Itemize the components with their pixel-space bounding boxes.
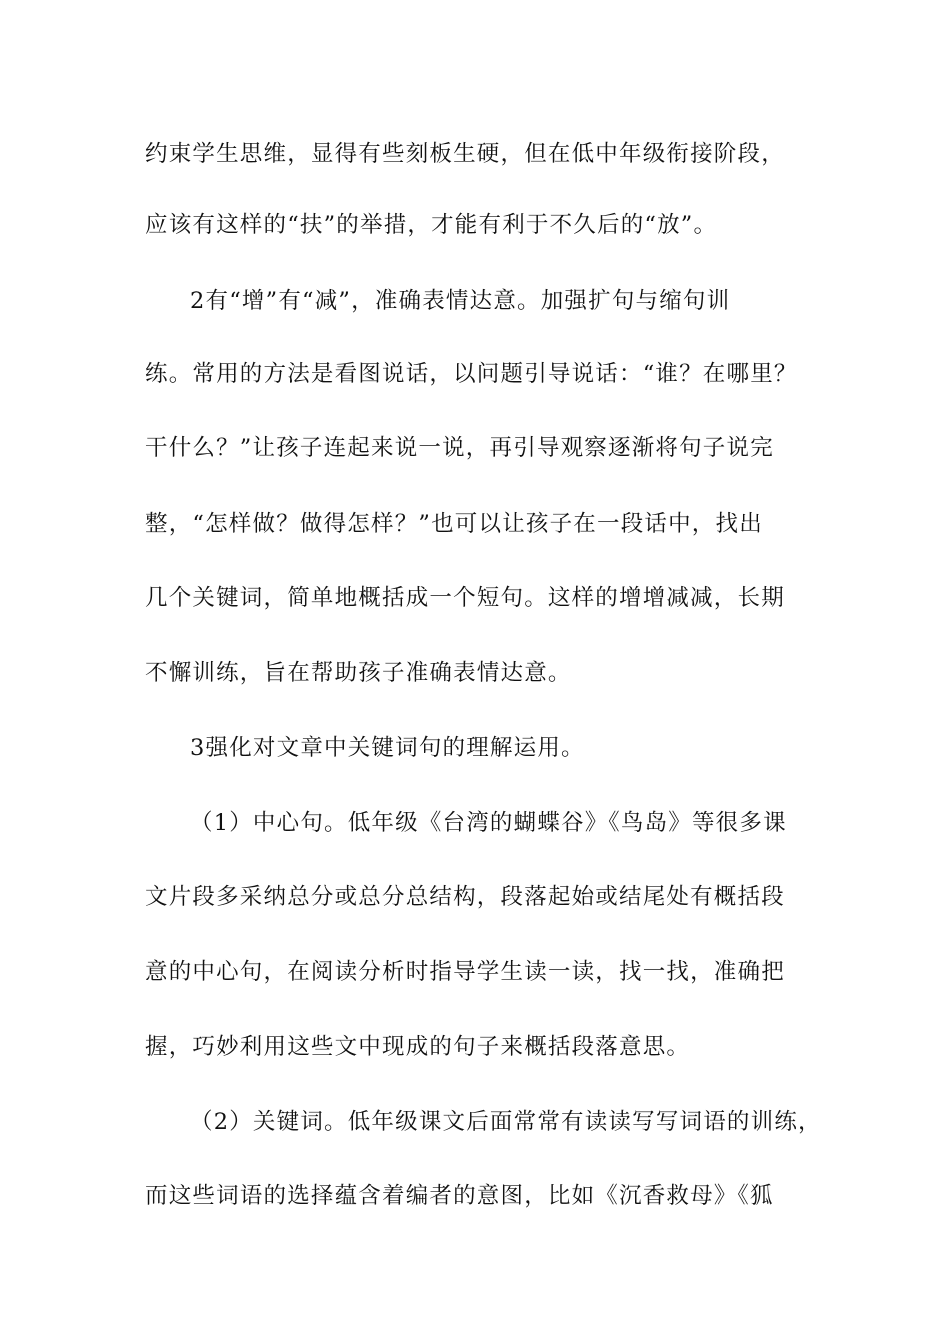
text-line: 而这些词语的选择蕴含着编者的意图，比如《沉香救母》《狐 (145, 1183, 774, 1209)
text-line: 握，巧妙利用这些文中现成的句子来概括段落意思。 (145, 1034, 691, 1060)
text-line: 几个关键词，简单地概括成一个短句。这样的增增减减，长期 (145, 585, 785, 611)
paragraph-3-1-start: （1）中心句。低年级《台湾的蝴蝶谷》《鸟岛》等很多课 (190, 810, 787, 836)
text-line: 整，“怎样做？做得怎样？”也可以让孩子在一段话中，找出 (145, 511, 763, 537)
text-line: 约束学生思维，显得有些刻板生硬，但在低中年级衔接阶段， (145, 141, 785, 167)
paragraph-2-start: 2有“增”有“减”，准确表情达意。加强扩句与缩句训 (190, 288, 731, 314)
text-line: 文片段多采纳总分或总分总结构，段落起始或结尾处有概括段 (145, 884, 785, 910)
text-line: 干什么？”让孩子连起来说一说，再引导观察逐渐将句子说完 (145, 435, 774, 461)
text-line: 练。常用的方法是看图说话，以问题引导说话：“谁？在哪里？ (145, 361, 798, 387)
text-line: 不懈训练，旨在帮助孩子准确表情达意。 (145, 660, 572, 686)
paragraph-3-2-start: （2）关键词。低年级课文后面常常有读读写写词语的训练， (190, 1109, 822, 1135)
paragraph-3-heading: 3强化对文章中关键词句的理解运用。 (190, 735, 585, 761)
text-line: 应该有这样的“扶”的举措，才能有利于不久后的“放”。 (145, 212, 718, 238)
text-line: 意的中心句，在阅读分析时指导学生读一读，找一找，准确把 (145, 959, 785, 985)
